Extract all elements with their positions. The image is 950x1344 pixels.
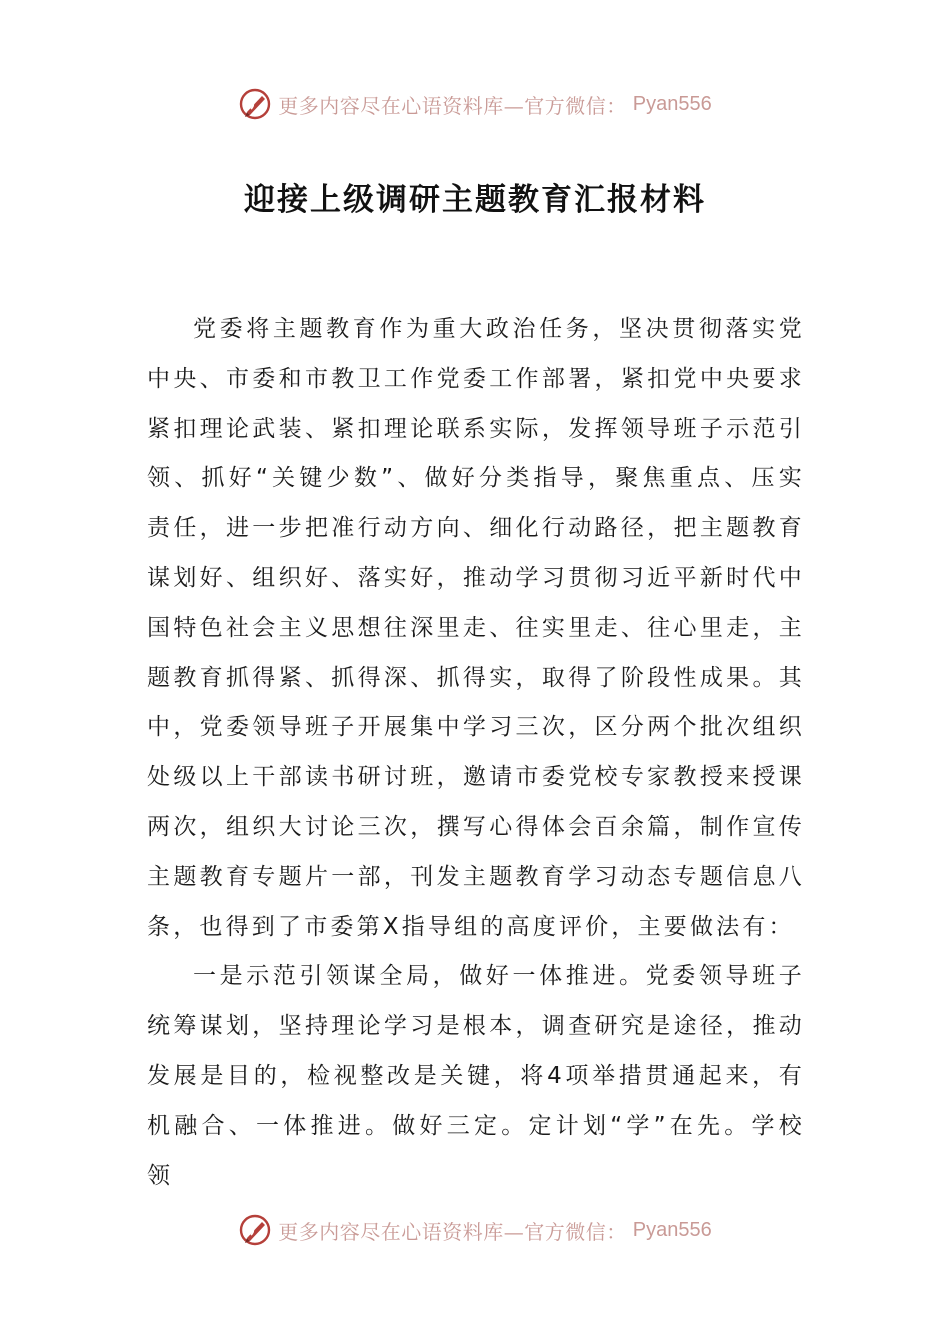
watermark-wechat-id: Pyan556: [632, 1218, 712, 1241]
paragraph: 党委将主题教育作为重大政治任务，坚决贯彻落实党中央、市委和市教卫工作党委工作部署，紧扣党中央要求紧扣理论武装、紧扣理论联系实际，发挥领导班子示范引领、抓好“关键少数”、做好分类指导，聚焦重点、压实责任，进一步把准行动方向、细化行动路径，把主题教育谋划好、组织好、落实好，推动学习贯彻习近平新时代中国特色社会主义思想往深里走、往实里走、往心里走，主题教育抓得紧、抓得深、抓得实，取得了阶段性成果。其中，党委领导班子开展集中学习三次，区分两个批次组织处级以上干部读书研讨班，邀请市委党校专家教授来授课两次，组织大讨论三次，撰写心得体会百余篇，制作宣传主题教育专题片一部，刊发主题教育学习动态专题信息八条，也得到了市委第X指导组的高度评价，主要做法有：: [147, 316, 805, 940]
document-title: 迎接上级调研主题教育汇报材料: [244, 182, 706, 218]
footer-watermark: [0, 1210, 950, 1250]
watermark-wechat-id: Pyan556: [632, 92, 712, 115]
pen-logo-icon: [238, 87, 272, 121]
header-watermark: [0, 84, 950, 124]
header-watermark-inner: [238, 87, 711, 121]
paragraph: 一是示范引领谋全局，做好一体推进。党委领导班子统筹谋划，坚持理论学习是根本，调查研究是途径，推动发展是目的，检视整改是关键，将4项举措贯通起来，有机融合、一体推进。做好三定。定计划“学”在先。学校领: [147, 963, 805, 1189]
footer-watermark-inner: [238, 1213, 711, 1247]
pen-logo-icon: [238, 1213, 272, 1247]
watermark-text: 更多内容尽在心语资料库—官方微信：: [278, 1219, 627, 1244]
watermark-text: 更多内容尽在心语资料库—官方微信：: [278, 93, 627, 118]
document-body: [147, 305, 805, 1201]
